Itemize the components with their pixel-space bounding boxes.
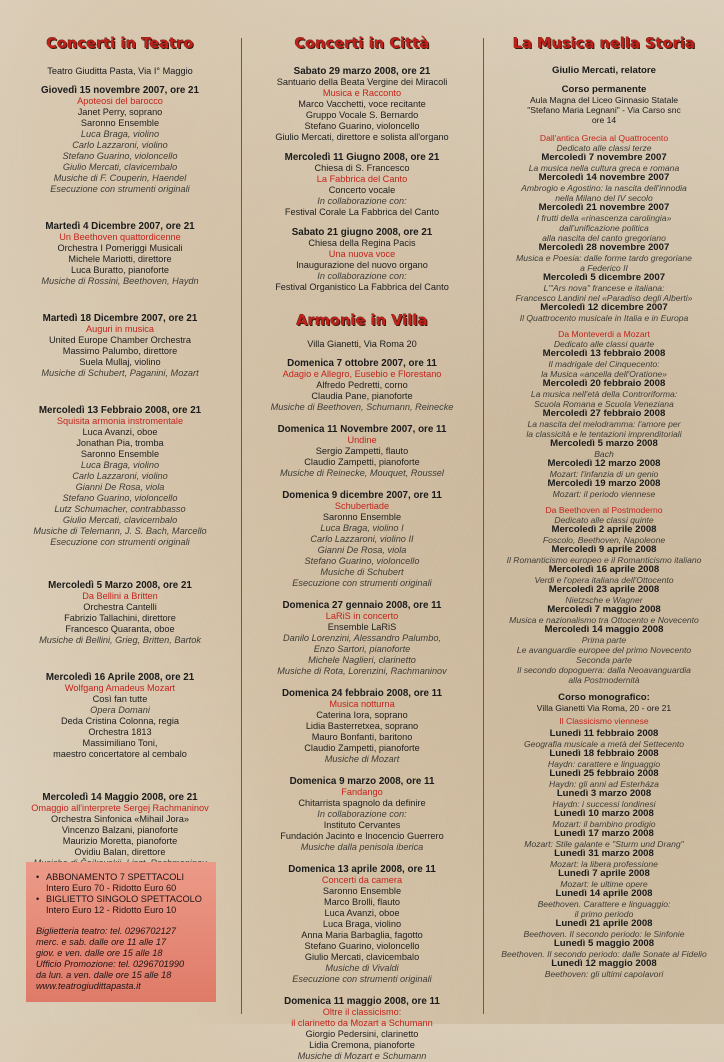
event-line: Saronno Ensemble <box>80 118 160 128</box>
event-line: Giulio Mercati, clavicembalo <box>62 162 178 172</box>
ticket-price: Intero Euro 12 - Ridotto Euro 10 <box>46 905 177 915</box>
event-date: Mercoledì 11 Giugno 2008, ore 21 <box>284 152 440 163</box>
event-line: Lidia Cremona, pianoforte <box>309 1040 415 1050</box>
lecture-topic: La musica nell'età della Controriforma: <box>530 389 678 399</box>
event-line: Musiche di Mozart e Schumann <box>297 1051 427 1061</box>
lecture-topic: dall'unificazione politica <box>559 223 649 233</box>
lecture-topic: Beethoven: gli ultimi capolavori <box>544 969 664 979</box>
mono-section-title: Il Classicismo viennese <box>559 716 649 726</box>
lecture-section-note: Dedicato alle classi terze <box>556 143 652 153</box>
event-line: Luca Buratto, pianoforte <box>70 265 170 275</box>
section-title: La Musica nella Storia <box>512 36 696 52</box>
event-line: Musiche di Reinecke, Mouquet, Roussel <box>280 468 444 478</box>
lecture-date: Lunedì 21 aprile 2008 <box>555 918 653 929</box>
event-line: Carlo Lazzaroni, violino <box>72 471 168 481</box>
event-line: Musiche di Schubert <box>320 567 404 577</box>
lecture-date: Lunedì 12 maggio 2008 <box>551 958 657 969</box>
lecture-date: Mercoledì 14 maggio 2008 <box>544 624 664 635</box>
event-line: Giulio Mercati, direttore e solista all'organo <box>275 132 449 142</box>
lecture-date: Mercoledì 14 novembre 2007 <box>538 172 670 183</box>
event-line: Danilo Lorenzini, Alessandro Palumbo, <box>283 633 441 643</box>
event-line: Mauro Bonfanti, baritono <box>311 732 413 742</box>
lecture-topic: Seconda parte <box>576 655 632 665</box>
lecture-topic: Il madrigale del Cinquecento: <box>548 359 660 369</box>
lecture-date: Lunedì 31 marzo 2008 <box>554 848 654 859</box>
event <box>6 313 234 379</box>
event-date: Domenica 7 ottobre 2007, ore 11 <box>287 358 437 369</box>
lecture-date: Mercoledì 12 marzo 2008 <box>547 458 661 469</box>
lecture-section-note: Dedicato alle classi quinte <box>554 515 654 525</box>
lecture-date: Lunedì 5 maggio 2008 <box>553 938 655 949</box>
bullet-icon: • <box>36 872 40 882</box>
lecture-date: Lunedì 25 febbraio 2008 <box>549 768 659 779</box>
event <box>248 688 476 765</box>
event-line: Fandango <box>341 787 383 797</box>
event-line: Stefano Guarino, violoncello <box>304 556 420 566</box>
event-date: Mercoledì 14 Maggio 2008, ore 21 <box>42 792 198 803</box>
lecture-date: Mercoledì 28 novembre 2007 <box>538 242 670 253</box>
event-line: Luca Braga, violino I <box>320 523 404 533</box>
event-date: Martedì 18 Dicembre 2007, ore 21 <box>42 313 198 324</box>
event <box>6 792 234 869</box>
event-line: Musiche di Mozart <box>324 754 400 764</box>
lecture-topic: Il Quattrocento musicale in Italia e in Europa <box>519 313 689 323</box>
lecture-topic: alla nascita del canto gregoriano <box>542 233 666 243</box>
event <box>248 864 476 985</box>
event-line: Stefano Guarino, violoncello <box>62 151 178 161</box>
lecture-date: Mercoledì 12 dicembre 2007 <box>540 302 668 313</box>
lecture-date: Mercoledì 23 aprile 2008 <box>548 584 660 595</box>
event-line: Massimo Palumbo, direttore <box>62 346 178 356</box>
box-office-line: Biglietteria teatro: tel. 0296702127 <box>36 926 176 936</box>
event <box>248 424 476 479</box>
event-date: Mercoledì 13 Febbraio 2008, ore 21 <box>38 405 202 416</box>
event-line: Saronno Ensemble <box>322 886 402 896</box>
subscription-label: ABBONAMENTO 7 SPETTACOLI <box>46 872 185 882</box>
event-line: Giulio Mercati, clavicembalo <box>304 952 420 962</box>
event-date: Domenica 9 marzo 2008, ore 11 <box>289 776 435 787</box>
lecture-topic: il primo periodo <box>574 909 634 919</box>
website-link[interactable]: www.teatrogiudittapasta.it <box>36 981 141 991</box>
event-subtitle: Un Beethoven quattordicenne <box>59 232 181 242</box>
event-line: Musiche di F. Couperin, Haendel <box>53 173 187 183</box>
event-subtitle: Apoteosi del barocco <box>77 96 163 106</box>
event-line: Musiche di Telemann, J. S. Bach, Marcello <box>33 526 207 536</box>
event-line: Lutz Schumacher, contrabbasso <box>54 504 186 514</box>
event-line: Luca Braga, violino <box>80 460 160 470</box>
box-office-line: da lun. a ven. dalle ore 15 alle 18 <box>36 970 172 980</box>
event-line: Carlo Lazzaroni, violino <box>72 140 168 150</box>
lecture-date: Mercoledì 9 aprile 2008 <box>551 544 657 555</box>
event-line: Giulio Mercati, clavicembalo <box>62 515 178 525</box>
event-line: Lidia Basterretxea, soprano <box>305 721 419 731</box>
lecture-section-title: Dall'antica Grecia al Quattrocento <box>539 133 669 143</box>
event-line: Undine <box>347 435 377 445</box>
event-line: Concerti da camera <box>321 875 403 885</box>
event-line: Marco Vacchetti, voce recitante <box>298 99 426 109</box>
event-line: Stefano Guarino, violoncello <box>304 121 420 131</box>
lecture-topic: la Musica «ancella dell'Oratione» <box>541 369 667 379</box>
event-date: Domenica 11 maggio 2008, ore 11 <box>284 996 440 1007</box>
event-line: Gianni De Rosa, viola <box>317 545 407 555</box>
event-date: Sabato 21 giugno 2008, ore 21 <box>291 227 433 238</box>
event <box>248 358 476 413</box>
event-line: United Europe Chamber Orchestra <box>49 335 191 345</box>
lecture-topic: Haydn: i successi londinesi <box>552 799 656 809</box>
lecture-topic: Beethoven. Il secondo periodo: dalle Sonate al Fidelio <box>501 949 707 959</box>
event-line: Fabrizio Tallachini, direttore <box>64 613 176 623</box>
event-line: Oltre il classicismo: <box>322 1007 402 1017</box>
event-line: Marco Brolli, flauto <box>323 897 401 907</box>
lecture-topic: Il secondo dopoguerra: dalla Neoavanguardia <box>517 665 691 675</box>
event <box>248 996 476 1062</box>
event-line: Fundación Jacinto e Inocencio Guerrero <box>280 831 444 841</box>
event-line: Michele Mariotti, direttore <box>68 254 172 264</box>
lecture-date: Mercoledì 13 febbraio 2008 <box>542 348 666 359</box>
event-line: Musiche di Bellini, Grieg, Britten, Bartok <box>39 635 201 645</box>
venue: Teatro Giuditta Pasta, Via I° Maggio <box>47 66 193 76</box>
lecture-section-title: Da Monteverdi a Mozart <box>558 329 650 339</box>
lecture-section-note: Dedicato alle classi quarte <box>553 339 655 349</box>
event-line: Concerto vocale <box>328 185 396 195</box>
event-line: Opera Domani <box>90 705 150 715</box>
event-date: Domenica 27 gennaio 2008, ore 11 <box>282 600 442 611</box>
event-line: Michele Naglieri, clarinetto <box>308 655 416 665</box>
event-line: Enzo Sartori, pianoforte <box>313 644 411 654</box>
event-line: Claudia Pane, pianoforte <box>311 391 413 401</box>
event-line: Sergio Zampetti, flauto <box>315 446 409 456</box>
section-title: Armonie in Villa <box>296 313 428 329</box>
lecture-date: Mercoledì 16 aprile 2008 <box>548 564 660 575</box>
event <box>248 66 476 143</box>
event-line: Esecuzione con strumenti originali <box>50 537 190 547</box>
lecture-topic: Scuola Romana e Scuola Veneziana <box>534 399 674 409</box>
ticket-label: BIGLIETTO SINGOLO SPETTACOLO <box>46 894 202 904</box>
lecture-topic: Verdi e l'opera italiana dell'Ottocento <box>534 575 674 585</box>
event-line: Jonathan Pia, tromba <box>76 438 164 448</box>
event-date: Martedì 4 Dicembre 2007, ore 21 <box>45 221 195 232</box>
bullet-icon: • <box>36 894 40 904</box>
event-line: Ovidiu Balan, direttore <box>74 847 166 857</box>
event-line: Festival Organistico La Fabbrica del Canto <box>275 282 449 292</box>
event-line: Suela Mullaj, violino <box>79 357 161 367</box>
event-subtitle: Da Bellini a Britten <box>82 591 158 601</box>
lecture-topic: Bach <box>594 449 614 459</box>
event-line: Luca Avanzi, oboe <box>324 908 400 918</box>
event-line: Chiesa di S. Francesco <box>314 163 410 173</box>
event-line: Claudio Zampetti, pianoforte <box>304 743 420 753</box>
lecture-date: Mercoledì 27 febbraio 2008 <box>542 408 666 419</box>
event-subtitle: Omaggio all'interprete Sergej Rachmaninov <box>31 803 209 813</box>
event-line: Luca Braga, violino <box>322 919 402 929</box>
lecture-section <box>490 505 718 685</box>
event-line: Gianni De Rosa, viola <box>75 482 165 492</box>
event-line: Musica e Racconto <box>322 88 402 98</box>
lecture-topic: Musica e Poesia: dalle forme tardo gregoriane <box>516 253 692 263</box>
lecture-topic: Mozart: il periodo viennese <box>552 489 656 499</box>
event-line: Claudio Zampetti, pianoforte <box>304 457 420 467</box>
event-line: Chitarrista spagnolo da definire <box>298 798 426 808</box>
event-line: il clarinetto da Mozart a Schumann <box>291 1018 433 1028</box>
event-line: Orchestra Cantelli <box>83 602 157 612</box>
lecture-topic: Haydn: carattere e linguaggio <box>547 759 661 769</box>
event-line: La Fabbrica del Canto <box>316 174 408 184</box>
lecture-section <box>490 329 718 499</box>
event-line: Esecuzione con strumenti originali <box>50 184 190 194</box>
event-line: Instituto Cervantes <box>323 820 401 830</box>
event-date: Sabato 29 marzo 2008, ore 21 <box>293 66 431 77</box>
event-line: Orchestra 1813 <box>88 727 152 737</box>
event-line: In collaborazione con: <box>317 196 407 206</box>
lecture-date: Lunedì 18 febbraio 2008 <box>549 748 659 759</box>
event-line: Francesco Quaranta, oboe <box>65 624 175 634</box>
lecture-date: Lunedì 17 marzo 2008 <box>554 828 654 839</box>
lecture-date: Mercoledì 7 novembre 2007 <box>541 152 667 163</box>
event-line: Una nuova voce <box>328 249 396 259</box>
box-office-line: Ufficio Promozione: tel. 0296701990 <box>36 959 185 969</box>
lecture-topic: Le avanguardie europee del primo Novecento <box>516 645 692 655</box>
lecture-date: Lunedì 11 febbraio 2008 <box>549 728 659 739</box>
event-line: Santuario della Beata Vergine dei Miracoli <box>276 77 448 87</box>
event-line: Luca Braga, violino <box>80 129 160 139</box>
lecture-topic: L'"Ars nova" francese e italiana: <box>543 283 665 293</box>
mono-venue: Villa Gianetti Via Roma, 20 - ore 21 <box>536 703 672 713</box>
subscription-box <box>26 862 216 1002</box>
event <box>248 227 476 293</box>
lecture-date: Mercoledì 21 novembre 2007 <box>538 202 670 213</box>
event-line: Esecuzione con strumenti originali <box>292 974 432 984</box>
course-line: "Stefano Maria Legnani" - Via Carso snc <box>527 105 681 115</box>
section-title: Concerti in Teatro <box>46 36 194 52</box>
venue: Villa Gianetti, Via Roma 20 <box>307 339 417 349</box>
lecture-date: Mercoledì 2 aprile 2008 <box>551 524 657 535</box>
event <box>248 600 476 677</box>
event-line: Caterina Iora, soprano <box>316 710 408 720</box>
mono-list <box>490 729 718 979</box>
event-line: Gruppo Vocale S. Bernardo <box>305 110 419 120</box>
event-line: In collaborazione con: <box>317 271 407 281</box>
lecture-topic: alla Postmodernità <box>568 675 640 685</box>
event-line: Festival Corale La Fabbrica del Canto <box>284 207 440 217</box>
mono-title: Corso monografico: <box>558 692 650 703</box>
lecture-topic: Beethoven. Il secondo periodo: le Sinfonie <box>523 929 685 939</box>
event-line: Musiche di Rossini, Beethoven, Haydn <box>41 276 199 286</box>
event-line: Luca Avanzi, oboe <box>82 427 158 437</box>
event-line: Musiche di Vivaldi <box>325 963 399 973</box>
lecture-topic: Mozart: il bambino prodigio <box>552 819 656 829</box>
event-line: Maurizio Moretta, pianoforte <box>62 836 178 846</box>
lecture-section <box>490 133 718 323</box>
event-line: Così fan tutte <box>92 694 148 704</box>
event-line: Alfredo Pedretti, corno <box>316 380 408 390</box>
lecture-date: Lunedì 10 marzo 2008 <box>554 808 654 819</box>
event-line: Janet Perry, soprano <box>77 107 163 117</box>
lecture-date: Mercoledì 20 febbraio 2008 <box>542 378 666 389</box>
box-office-info <box>36 926 206 992</box>
lecture-topic: a Federico II <box>580 263 628 273</box>
lecture-topic: Mozart: le ultime opere <box>560 879 648 889</box>
event-line: Musica notturna <box>329 699 395 709</box>
event <box>248 490 476 589</box>
lecture-topic: Prima parte <box>581 635 627 645</box>
event-line: Inaugurazione del nuovo organo <box>296 260 428 270</box>
event-line: Saronno Ensemble <box>80 449 160 459</box>
lecture-date: Mercoledì 7 maggio 2008 <box>547 604 661 615</box>
lecture-section-title: Da Beethoven al Postmoderno <box>545 505 663 515</box>
lecture-topic: Beethoven. Carattere e linguaggio: <box>537 899 671 909</box>
event-line: maestro concertatore al cembalo <box>53 749 187 759</box>
lecture-topic: Haydn: gli anni ad Esterháza <box>549 779 659 789</box>
speaker: Giulio Mercati, relatore <box>552 65 656 76</box>
event-line: Stefano Guarino, violoncello <box>62 493 178 503</box>
event-line: Massimiliano Toni, <box>82 738 158 748</box>
event-line: Orchestra I Pomeriggi Musicali <box>57 243 183 253</box>
event-line: Carlo Lazzaroni, violino II <box>310 534 414 544</box>
course-line: ore 14 <box>591 115 617 125</box>
event-line: Musiche dalla penisola iberica <box>300 842 424 852</box>
event-line: Adagio e Allegro, Eusebio e Florestano <box>282 369 442 379</box>
event-subtitle: Squisita armonia instromentale <box>56 416 184 426</box>
box-office-line: merc. e sab. dalle ore 11 alle 17 <box>36 937 167 947</box>
lecture-topic: Ambrogio e Agostino: la nascita dell'innodia <box>521 183 687 193</box>
event-date: Domenica 13 aprile 2008, ore 11 <box>288 864 436 875</box>
event <box>6 405 234 548</box>
lecture-topic: Foscolo, Beethoven, Napoleone <box>542 535 666 545</box>
event-line: LaRiS in concerto <box>325 611 399 621</box>
event-line: Musiche di Schubert, Paganini, Mozart <box>41 368 199 378</box>
lecture-date: Lunedì 3 marzo 2008 <box>556 788 652 799</box>
column-concerti-in-citta <box>242 0 482 1061</box>
lecture-topic: Francesco Landini nel «Paradiso degli Alberti» <box>515 293 693 303</box>
lecture-topic: La nascita del melodramma: l'amore per <box>527 419 681 429</box>
event-line: Vincenzo Balzani, pianoforte <box>61 825 179 835</box>
event-line: Schubertiade <box>334 501 390 511</box>
event-line: In collaborazione con: <box>317 809 407 819</box>
box-office-line: giov. e ven. dalle ore 15 alle 18 <box>36 948 163 958</box>
lecture-topic: Nietzsche e Wagner <box>565 595 643 605</box>
event <box>6 672 234 760</box>
course-line: Aula Magna del Liceo Ginnasio Statale <box>529 95 679 105</box>
event <box>6 221 234 287</box>
lecture-date: Mercoledì 5 dicembre 2007 <box>542 272 666 283</box>
event <box>248 776 476 853</box>
event-line: Giorgio Pedersini, clarinetto <box>305 1029 419 1039</box>
lecture-date: Lunedì 7 aprile 2008 <box>558 868 650 879</box>
event <box>6 580 234 646</box>
lecture-date: Mercoledì 5 marzo 2008 <box>550 438 658 449</box>
event-line: Saronno Ensemble <box>322 512 402 522</box>
lecture-topic: la classicità e le tentazioni imprenditoriali <box>526 429 682 439</box>
lecture-topic: La musica nella cultura greca e romana <box>528 163 680 173</box>
lecture-topic: Mozart: l'infanzia di un genio <box>549 469 659 479</box>
lecture-date: Mercoledì 19 marzo 2008 <box>547 478 661 489</box>
event-date: Mercoledì 5 Marzo 2008, ore 21 <box>48 580 192 591</box>
subscription-price: Intero Euro 70 - Ridotto Euro 60 <box>46 883 177 893</box>
event-date: Domenica 24 febbraio 2008, ore 11 <box>281 688 443 699</box>
lecture-topic: Musica e nazionalismo tra Ottocento e Novecento <box>509 615 699 625</box>
lecture-topic: Mozart: la libera professione <box>550 859 658 869</box>
lecture-topic: Il Romanticismo europeo e il Romanticismo italiano <box>506 555 702 565</box>
event-line: Deda Cristina Colonna, regia <box>61 716 179 726</box>
column-musica-nella-storia <box>484 0 724 1024</box>
event-line: Ensemble LaRiS <box>327 622 397 632</box>
event-date: Domenica 11 Novembre 2007, ore 11 <box>277 424 447 435</box>
event-subtitle: Auguri in musica <box>86 324 154 334</box>
event-date: Mercoledì 16 Aprile 2008, ore 21 <box>45 672 195 683</box>
event-line: Musiche di Beethoven, Schumann, Reinecke <box>270 402 454 412</box>
event-line: Anna Maria Barbaglia, fagotto <box>301 930 423 940</box>
lecture-topic: nella Milano del IV secolo <box>555 193 653 203</box>
section-title: Concerti in Città <box>294 36 430 52</box>
lecture-date: Lunedì 14 aprile 2008 <box>555 888 653 899</box>
lecture-topic: I frutti della «rinascenza carolingia» <box>536 213 672 223</box>
course-title: Corso permanente <box>561 84 647 95</box>
event-subtitle: Wolfgang Amadeus Mozart <box>64 683 176 693</box>
event <box>248 152 476 218</box>
lecture-topic: Geografia musicale a metà del Settecento <box>523 739 685 749</box>
event-line: Esecuzione con strumenti originali <box>292 578 432 588</box>
lecture-topic: Mozart: Stile galante e "Sturm und Drang" <box>524 839 684 849</box>
event <box>6 85 234 195</box>
event-date: Domenica 9 dicembre 2007, ore 11 <box>282 490 442 501</box>
event-line: Stefano Guarino, violoncello <box>304 941 420 951</box>
event-line: Orchestra Sinfonica «Mihail Jora» <box>51 814 189 824</box>
event-line: Chiesa della Regina Pacis <box>308 238 416 248</box>
event-line: Musiche di Rota, Lorenzini, Rachmaninov <box>277 666 447 676</box>
event-date: Giovedì 15 novembre 2007, ore 21 <box>41 85 199 96</box>
